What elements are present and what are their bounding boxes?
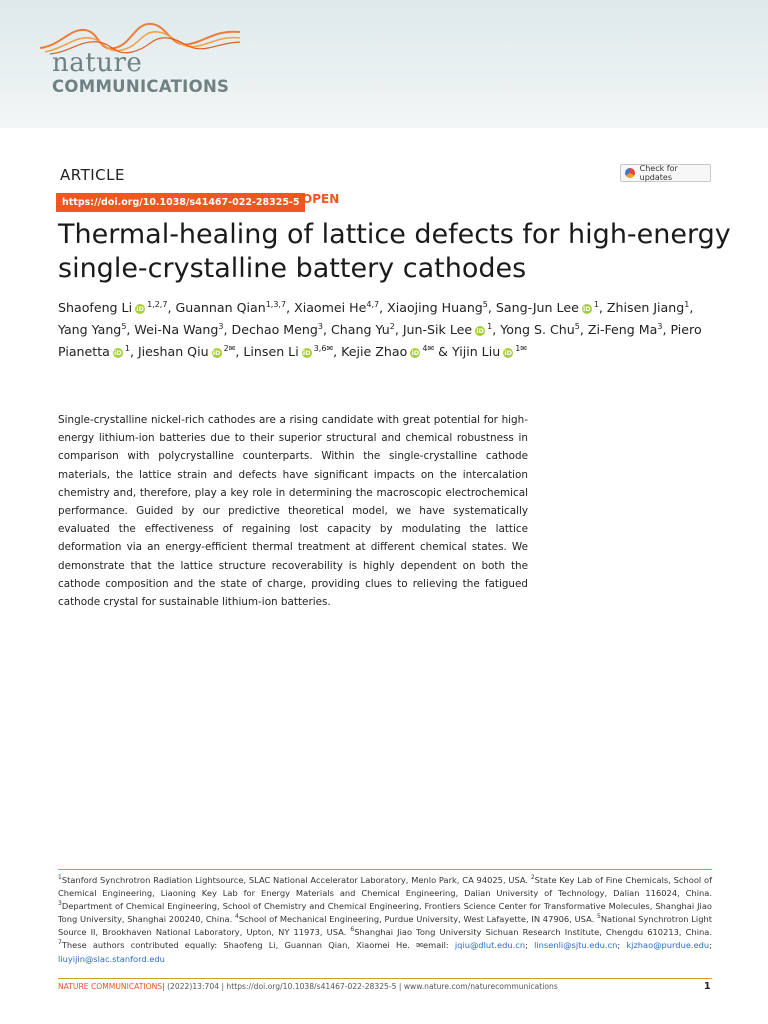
logo-communications-text: COMMUNICATIONS — [52, 77, 230, 96]
author-affiliation: 1 — [487, 321, 493, 331]
email-link[interactable]: jqiu@dlut.edu.cn — [454, 940, 526, 951]
author-name[interactable]: Xiaomei He — [294, 300, 367, 315]
author-name[interactable]: Guannan Qian — [175, 300, 266, 315]
author-affiliation: 2✉ — [223, 343, 236, 353]
author-name[interactable]: Jieshan Qiu — [137, 344, 209, 359]
affiliation-number: 7 — [58, 939, 62, 947]
author-item — [138, 344, 235, 359]
author-name[interactable]: Kejie Zhao — [341, 344, 408, 359]
page-number: 1 — [704, 981, 711, 992]
author-affiliation: 3 — [657, 321, 663, 331]
author-affiliation: 3,6✉ — [313, 343, 334, 353]
author-name[interactable]: Yong S. Chu — [500, 322, 575, 337]
email-link[interactable]: linsenli@sjtu.edu.cn — [534, 940, 618, 951]
page-footer — [58, 982, 558, 991]
affiliations: $^1$Stanford Synchrotron Radiation Lightsource, SLAC National Accelerator Laboratory, Menlo Park, CA 94025, USA. $^2$State Key Lab of Fine Chemicals, School of Chemical Engineering, Liaoning Key Lab for Energy Materials and Chemical Engineering, Dalian University of Technology, Dalian 116024, China. $^3$Department of Chemical Engineering, School of Chemistry and Chemical Engineering, Frontiers Science Center for Transformative Molecules, Shanghai Jiao Tong University, Shanghai 200240, China. $^4$School of Mechanical Engineering, Purdue University, West Lafayette, IN 47906, USA. $^5$National Synchrotron Light Source II, Brookhaven National Laboratory, Upton, NY 11973, USA. $^6$Shanghai Jiao Tong University Sichuan Research Institute, Chengdu 610213, China. $^7$These authors contributed equally: Shaofeng Li, Guannan Qian, Xiaomei He. ✉email: jqiu@dlut.edu.cn; linsenli@sjtu.edu.cn; kjzhao@purdue.edu; liuyijin@slac.stanford.edu — [58, 874, 713, 964]
affiliation-number: 3 — [58, 900, 62, 908]
affiliation-text: Stanford Synchrotron Radiation Lightsource, SLAC National Accelerator Laboratory, Menlo Park, CA 94025, USA. — [61, 875, 529, 885]
author-item — [331, 322, 395, 337]
author-item — [341, 344, 434, 359]
affiliation-text: School of Mechanical Engineering, Purdue University, West Lafayette, IN 47906, USA. — [238, 914, 595, 925]
author-name[interactable]: Yang Yang — [58, 322, 122, 337]
affiliation-number: 6 — [350, 926, 355, 934]
orcid-icon[interactable]: iD — [212, 348, 221, 357]
check-for-updates-button[interactable] — [620, 164, 711, 182]
author-affiliation: 3 — [218, 321, 224, 331]
author-affiliation: 1,3,7 — [265, 299, 287, 309]
logo-nature-text: nature — [52, 48, 143, 78]
author-name[interactable]: Sang-Jun Lee — [495, 300, 579, 315]
author-name[interactable]: Shaofeng Li — [58, 300, 133, 315]
affiliation-number: 2 — [530, 874, 535, 882]
author-name[interactable]: Linsen Li — [243, 344, 299, 359]
footer-citation: | (2022)13:704 | https://doi.org/10.1038/s41467-022-28325-5 | www.nature.com/naturecommunications — [162, 982, 558, 991]
affiliation-text: These authors contributed equally: Shaofeng Li, Guannan Qian, Xiaomei He. — [61, 940, 410, 951]
affiliation-text: State Key Lab of Fine Chemicals, School of Chemical Engineering, Liaoning Key Lab for Energy Materials and Chemical Engineering, Dalian University of Technology, Dalian 116024, China. — [58, 875, 712, 899]
footer-divider — [58, 978, 712, 979]
orcid-icon[interactable]: iD — [504, 348, 512, 357]
abstract: Single-crystalline nickel-rich cathodes are a rising candidate with great potential for high-energy lithium-ion batteries due to their superior structural and chemical robustness in comparison with polycrystalline counterparts. Within the single-crystalline cathode materials, the lattice strain and defects have significant impacts on the intercalation chemistry and, therefore, play a key role in determining the macroscopic electrochemical performance. Guided by our predictive theoretical model, we have systematically evaluated the effectiveness of regaining lost capacity by modulating the lattice deformation via an energy-efficient thermal treatment at different chemical states. We demonstrate that the lattice structure recoverability is highly dependent on both the cathode composition and the state of charge, providing clues to relieving the fatigued cathode crystal for sustainable lithium-ion batteries. — [58, 414, 528, 609]
orcid-icon[interactable]: iD — [136, 304, 144, 313]
author-name[interactable]: Yijin Liu — [451, 344, 501, 359]
affiliation-number: 1 — [58, 874, 62, 882]
author-affiliation: 1 — [684, 299, 690, 309]
author-name[interactable]: Zi-Feng Ma — [587, 322, 658, 337]
author-item — [496, 300, 599, 315]
orcid-icon[interactable]: iD — [583, 304, 591, 313]
author-item — [58, 300, 167, 315]
email-link[interactable]: kjzhao@purdue.edu — [626, 940, 710, 951]
author-name[interactable]: Wei-Na Wang — [134, 322, 219, 337]
author-item — [588, 322, 663, 337]
author-item — [403, 322, 492, 337]
author-name[interactable]: Zhisen Jiang — [606, 300, 685, 315]
author-affiliation: 4✉ — [422, 343, 435, 353]
orcid-icon[interactable]: iD — [476, 326, 484, 335]
author-affiliation: 5 — [482, 299, 488, 309]
orcid-icon[interactable]: iD — [302, 348, 311, 357]
email-link[interactable]: liuyijin@slac.stanford.edu — [58, 953, 165, 964]
orcid-icon[interactable]: iD — [114, 348, 122, 357]
author-name[interactable]: Chang Yu — [331, 322, 390, 337]
affiliation-text: Shanghai Jiao Tong University Sichuan Research Institute, Chengdu 610213, China. — [354, 927, 712, 938]
author-name[interactable]: Jun-Sik Lee — [402, 322, 473, 337]
journal-banner — [0, 0, 768, 128]
footnote-divider — [58, 869, 712, 870]
affiliation-number: 5 — [597, 913, 601, 921]
footer-journal-name: NATURE COMMUNICATIONS — [58, 982, 163, 991]
author-affiliation: 1 — [593, 299, 599, 309]
author-item — [232, 322, 323, 337]
crossmark-icon — [625, 168, 635, 178]
author-list: Shaofeng Li iD $^{1,2,7}$, Guannan Qian$^{1,3,7}$, Xiaomei He$^{4,7}$, Xiaojing Huang$^5$, Sang-Jun Lee iD $^1$, Zhisen Jiang$^1$, Yang Yang$^5$, Wei-Na Wang$^3$, Dechao Meng$^3$, Chang Yu$^2$, Jun-Sik Lee iD $^1$, Yong S. Chu$^5$, Zi-Feng Ma$^3$, Piero Pianetta iD $^1$, Jieshan Qiu iD $^{2✉}$, Linsen Li iD $^{3,6✉}$, Kejie Zhao iD $^{4✉}$ & Yijin Liu iD $^{1✉}$ — [58, 299, 702, 359]
author-item — [500, 322, 580, 337]
author-item — [243, 344, 333, 359]
doi-link[interactable]: https://doi.org/10.1038/s41467-022-28325-5 — [56, 193, 305, 212]
author-name[interactable]: Xiaojing Huang — [387, 300, 483, 315]
affiliation-text: Department of Chemical Engineering, School of Chemistry and Chemical Engineering, Frontiers Science Center for Transformative Molecules, Shanghai Jiao Tong University, Shanghai 200240, China. — [58, 901, 712, 925]
author-item — [175, 300, 286, 315]
author-item — [58, 322, 126, 337]
affiliation-number: 4 — [234, 913, 239, 921]
author-affiliation: 5 — [574, 321, 580, 331]
affiliation-text: National Synchrotron Light Source II, Brookhaven National Laboratory, Upton, NY 11973, USA. — [58, 914, 713, 938]
check-for-updates-label: Check for updates — [639, 164, 678, 182]
author-affiliation: 2 — [389, 321, 395, 331]
author-name[interactable]: Dechao Meng — [231, 322, 318, 337]
author-affiliation: 1 — [124, 343, 130, 353]
author-item — [452, 344, 527, 359]
author-affiliation: 1,2,7 — [147, 299, 168, 309]
orcid-icon[interactable]: iD — [411, 348, 420, 357]
author-name[interactable]: Piero Pianetta — [58, 322, 702, 359]
author-item — [607, 300, 689, 315]
author-affiliation: 5 — [121, 321, 127, 331]
author-affiliation: 3 — [317, 321, 323, 331]
author-item — [294, 300, 379, 315]
author-affiliation: 4,7 — [366, 299, 380, 309]
author-item — [134, 322, 223, 337]
author-item — [387, 300, 488, 315]
open-access-badge: OPEN — [302, 192, 340, 206]
email-icon: ✉ — [416, 940, 424, 951]
article-title: Thermal-healing of lattice defects for high-energy single-crystalline battery cathodes — [58, 219, 731, 284]
article-type-label: ARTICLE — [60, 166, 125, 184]
email-label: email: — [423, 940, 455, 951]
author-affiliation: 1✉ — [515, 343, 527, 353]
